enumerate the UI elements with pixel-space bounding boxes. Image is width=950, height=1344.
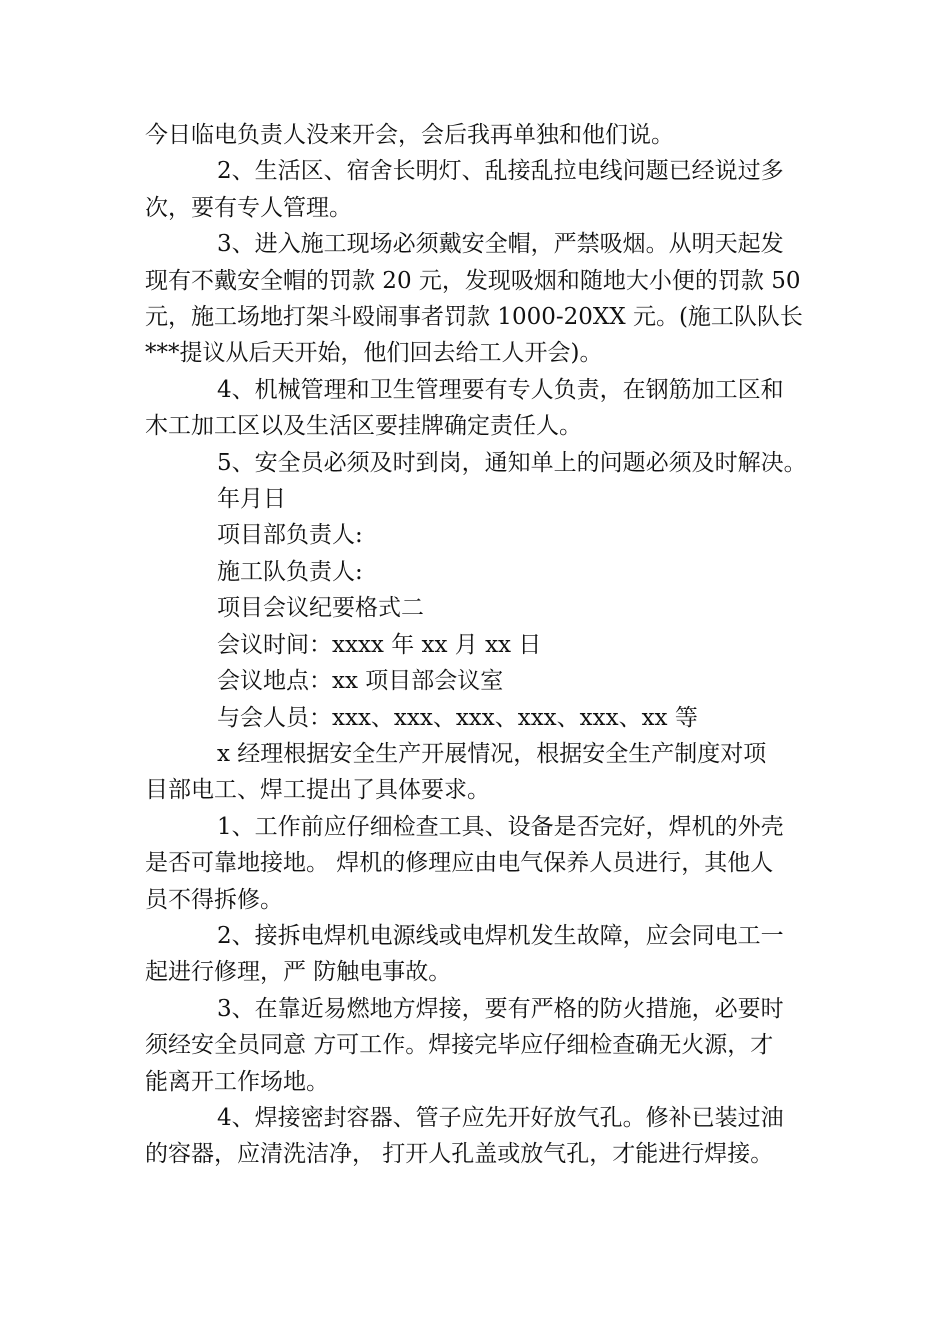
document-line: 会议地点：xx 项目部会议室 — [217, 668, 504, 695]
document-line: 2、接拆电焊机电源线或电焊机发生故障，应会同电工一 — [217, 922, 784, 949]
document-line: 年月日 — [217, 486, 286, 513]
document-line: 会议时间：xxxx 年 xx 月 xx 日 — [217, 631, 542, 658]
document-line: 与会人员：xxx、xxx、xxx、xxx、xxx、xx 等 — [217, 704, 698, 731]
document-line: 能离开工作场地。 — [145, 1068, 329, 1095]
document-line: 须经安全员同意 方可工作。焊接完毕应仔细检查确无火源，才 — [145, 1032, 774, 1059]
document-line: 4、机械管理和卫生管理要有专人负责，在钢筋加工区和 — [217, 376, 784, 403]
document-line: 3、在靠近易燃地方焊接，要有严格的防火措施，必要时 — [217, 995, 784, 1022]
document-line: 元，施工场地打架斗殴闹事者罚款 1000-20XX 元。(施工队队长 — [145, 304, 803, 331]
document-line: 目部电工、焊工提出了具体要求。 — [145, 777, 490, 804]
document-line: 员不得拆修。 — [145, 886, 283, 913]
document-line: 木工加工区以及生活区要挂牌确定责任人。 — [145, 413, 582, 440]
document-line: 现有不戴安全帽的罚款 20 元，发现吸烟和随地大小便的罚款 50 — [145, 267, 801, 294]
document-line: x 经理根据安全生产开展情况，根据安全生产制度对项 — [217, 740, 767, 767]
document-line: ***提议从后天开始，他们回去给工人开会)。 — [145, 340, 603, 367]
document-line: 起进行修理，严 防触电事故。 — [145, 959, 452, 986]
document-body — [145, 117, 825, 1173]
document-line: 施工队负责人: — [217, 558, 363, 585]
document-line: 次，要有专人管理。 — [145, 194, 352, 221]
document-line: 项目会议纪要格式二 — [217, 595, 424, 622]
document-line: 4、焊接密封容器、管子应先开好放气孔。修补已装过油 — [217, 1104, 784, 1131]
document-line: 的容器，应清洗洁净， 打开人孔盖或放气孔，才能进行焊接。 — [145, 1141, 774, 1168]
document-line: 2、生活区、宿舍长明灯、乱接乱拉电线问题已经说过多 — [217, 158, 784, 185]
document-line: 5、安全员必须及时到岗，通知单上的问题必须及时解决。 — [217, 449, 807, 476]
document-line: 3、进入施工现场必须戴安全帽，严禁吸烟。从明天起发 — [217, 231, 784, 258]
document-line: 是否可靠地接地。 焊机的修理应由电气保养人员进行，其他人 — [145, 850, 774, 877]
document-line: 1、工作前应仔细检查工具、设备是否完好，焊机的外壳 — [217, 813, 784, 840]
document-line: 项目部负责人: — [217, 522, 363, 549]
document-line: 今日临电负责人没来开会，会后我再单独和他们说。 — [145, 122, 674, 148]
